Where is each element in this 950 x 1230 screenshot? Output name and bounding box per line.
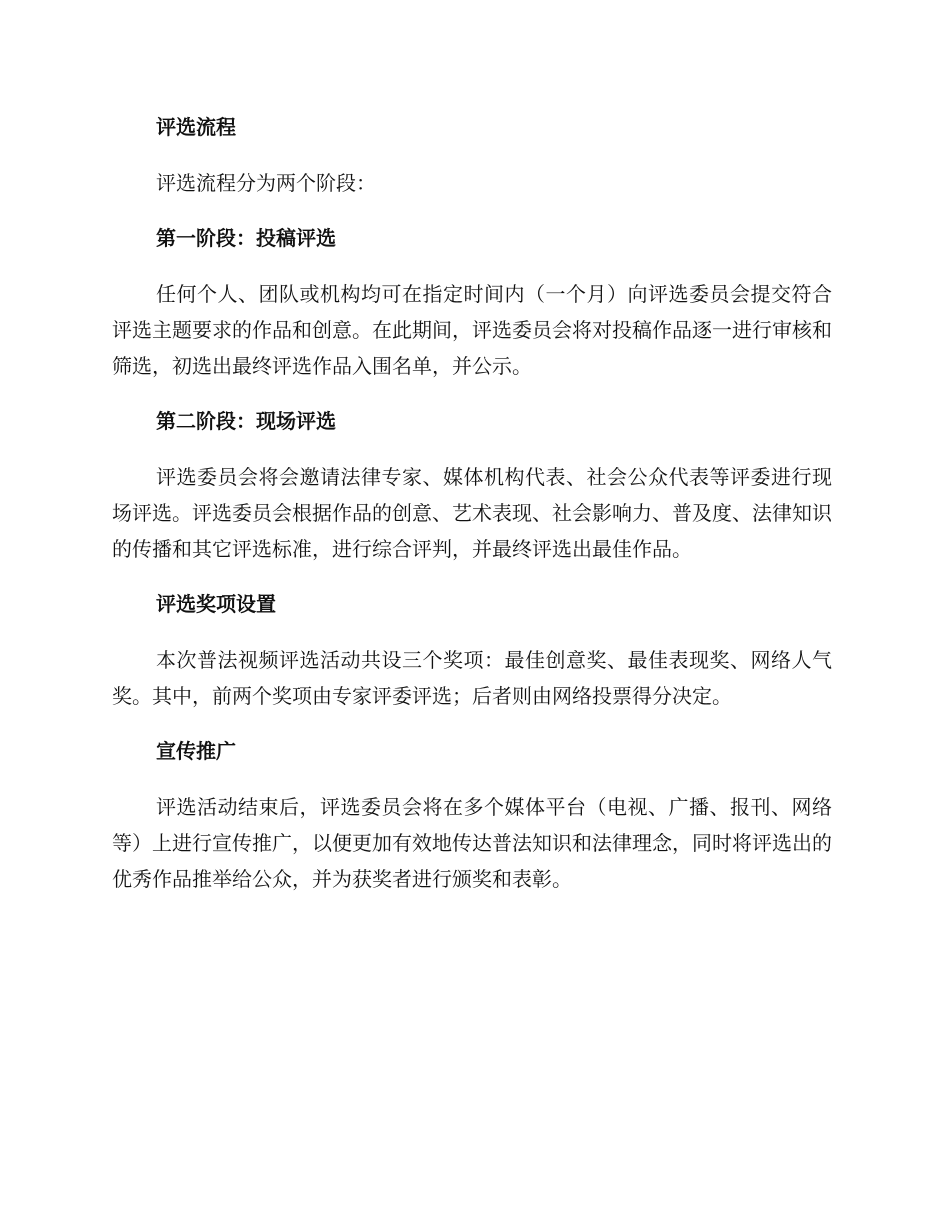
- section-heading-selection-process: 评选流程: [156, 115, 236, 139]
- paragraph-awards: 本次普法视频评选活动共设三个奖项：最佳创意奖、最佳表现奖、网络人气奖。其中，前两个奖项由专家评委评选；后者则由网络投票得分决定。: [112, 648, 832, 708]
- section-heading-stage-one: 第一阶段：投稿评选: [156, 226, 336, 250]
- paragraph-process-intro: 评选流程分为两个阶段：: [156, 171, 376, 195]
- paragraph-stage-two: 评选委员会将会邀请法律专家、媒体机构代表、社会公众代表等评委进行现场评选。评选委员会根据作品的创意、艺术表现、社会影响力、普及度、法律知识的传播和其它评选标准，进行综合评判，并最终评选出最佳作品。: [112, 465, 832, 561]
- section-heading-promotion: 宣传推广: [156, 739, 236, 763]
- section-heading-awards: 评选奖项设置: [156, 592, 276, 616]
- section-heading-stage-two: 第二阶段：现场评选: [156, 409, 336, 433]
- document-body: [112, 109, 832, 897]
- paragraph-stage-one: 任何个人、团队或机构均可在指定时间内（一个月）向评选委员会提交符合评选主题要求的作品和创意。在此期间，评选委员会将对投稿作品逐一进行审核和筛选，初选出最终评选作品入围名单，并公示。: [112, 282, 832, 378]
- paragraph-promotion: 评选活动结束后，评选委员会将在多个媒体平台（电视、广播、报刊、网络等）上进行宣传推广，以便更加有效地传达普法知识和法律理念，同时将评选出的优秀作品推举给公众，并为获奖者进行颁奖和表彰。: [112, 795, 832, 891]
